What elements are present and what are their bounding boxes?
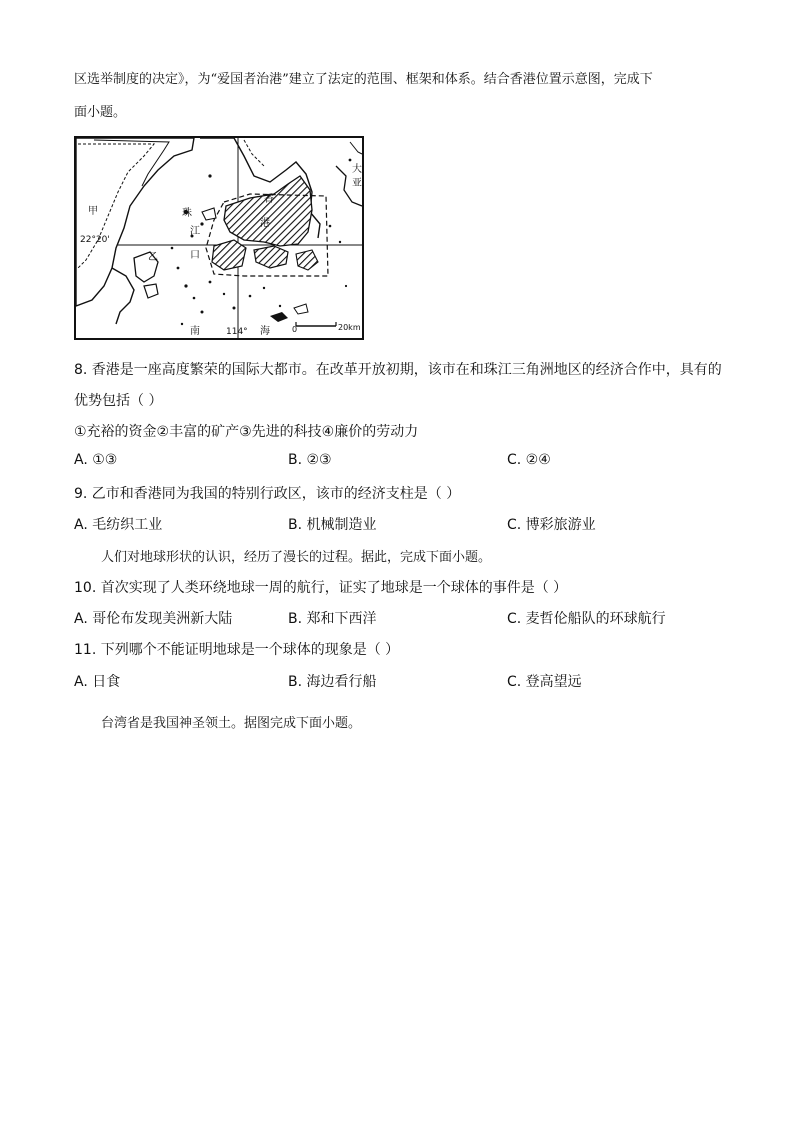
q10-option-c: C. 麦哲伦船队的环球航行	[507, 611, 666, 627]
map-label-longitude: 114°	[226, 327, 248, 337]
map-label-kou: 口	[190, 250, 200, 261]
lantau-island	[212, 240, 246, 270]
q8-items: ①充裕的资金②丰富的矿产③先进的科技④廉价的劳动力	[74, 424, 419, 440]
intro-line-2: 面小题。	[74, 105, 127, 120]
map-label-nan: 南	[190, 326, 200, 337]
q9-option-a: A. 毛纺织工业	[74, 517, 163, 533]
q9-option-b: B. 机械制造业	[288, 517, 377, 533]
q8-option-b: B. ②③	[288, 452, 332, 468]
q9-stem: 9. 乙市和香港同为我国的特别行政区，该市的经济支柱是（ ）	[74, 486, 461, 502]
q10-stem: 10. 首次实现了人类环绕地球一周的航行，证实了地球是一个球体的事件是（ ）	[74, 580, 568, 596]
map-label-latitude: 22°20'	[80, 235, 110, 245]
q10-option-a: A. 哥伦布发现美洲新大陆	[74, 611, 233, 627]
passage-earth-shape: 人们对地球形状的认识，经历了漫长的过程。据此，完成下面小题。	[101, 550, 492, 565]
scale-label: 20km	[338, 323, 361, 332]
q11-stem: 11. 下列哪个不能证明地球是一个球体的现象是（ ）	[74, 642, 400, 658]
map-label-jia: 甲	[88, 206, 98, 217]
map-label-da: 大	[352, 164, 362, 175]
map-label-jiang: 江	[190, 226, 200, 237]
map-label-yi: 乙	[148, 252, 158, 263]
q8-option-c: C. ②④	[507, 452, 551, 468]
q9-option-c: C. 博彩旅游业	[507, 517, 596, 533]
q8-stem-line-1: 8. 香港是一座高度繁荣的国际大都市。在改革开放初期，该市在和珠江三角洲地区的经济合作中，具有的	[74, 362, 722, 378]
map-label-ya: 亚	[352, 178, 362, 189]
q8-option-a: A. ①③	[74, 452, 118, 468]
intro-line-1: 区选举制度的决定》，为“爱国者治港”建立了法定的范围、框架和体系。结合香港位置示意图，完成下	[74, 72, 653, 87]
scale-zero: 0	[292, 325, 298, 334]
q11-option-b: B. 海边看行船	[288, 674, 377, 690]
q8-stem-line-2: 优势包括（ ）	[74, 393, 163, 409]
q11-option-c: C. 登高望远	[507, 674, 582, 690]
q10-option-b: B. 郑和下西洋	[288, 611, 377, 627]
q11-option-a: A. 日食	[74, 674, 121, 690]
map-label-zhu: 珠	[182, 208, 192, 219]
map-label-xiang: 香	[264, 194, 274, 205]
passage-taiwan: 台湾省是我国神圣领土。据图完成下面小题。	[101, 716, 362, 731]
map-label-gang: 港	[260, 218, 270, 229]
map-label-hai: 海	[260, 326, 270, 337]
hong-kong-location-map	[74, 136, 364, 340]
